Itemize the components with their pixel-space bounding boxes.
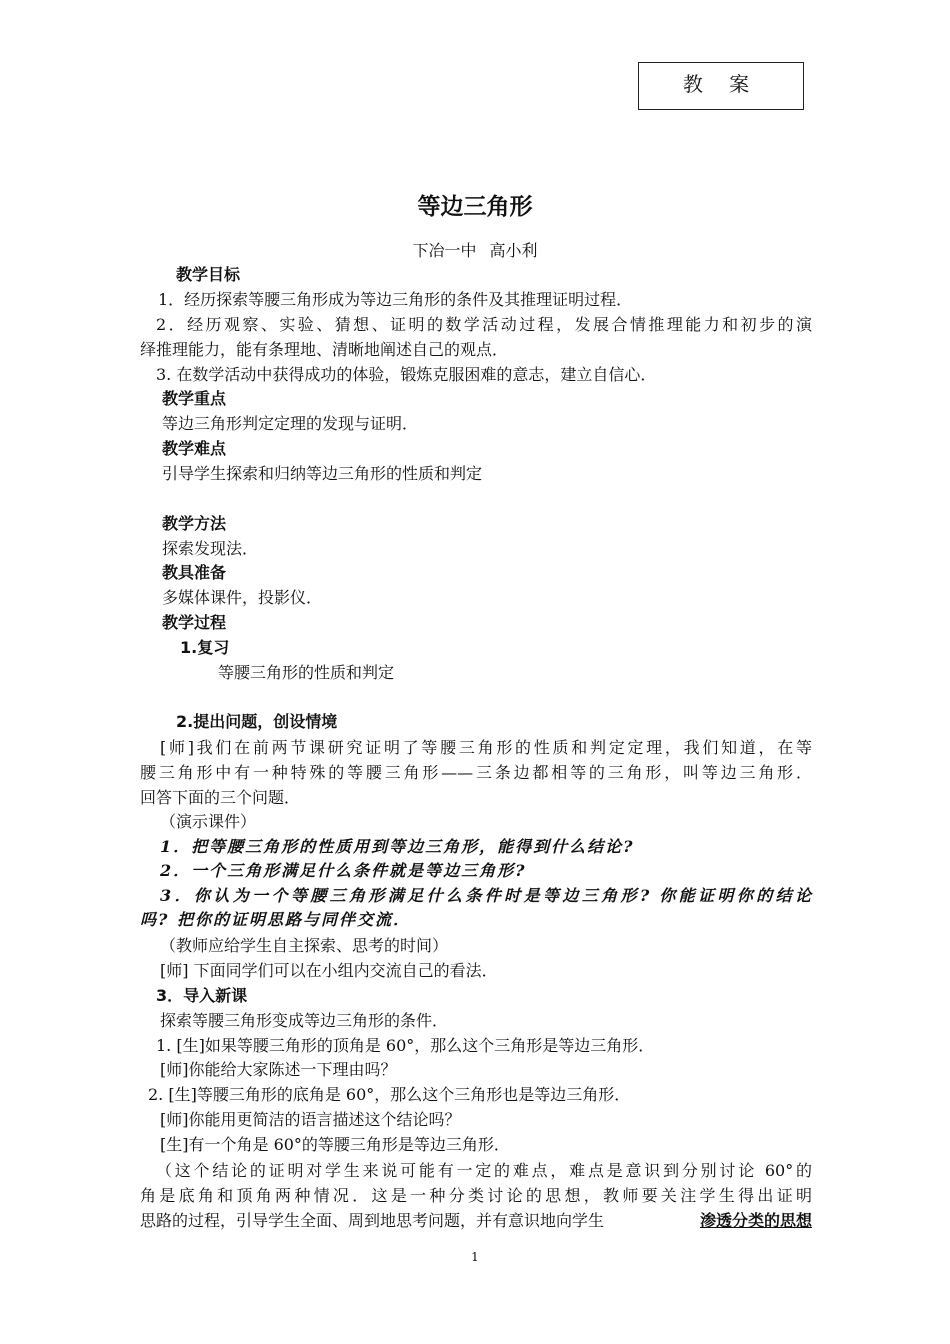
note-line-1: （这个结论的证明对学生来说可能有一定的难点，难点是意识到分别讨论 60°的	[156, 1161, 812, 1180]
document-title: 等边三角形	[417, 194, 533, 220]
teacher-intro-line-2: 腰三角形中有一种特殊的等腰三角形——三条边都相等的三角形，叫等边三角形．	[140, 763, 812, 782]
underlined-emphasis: 渗透分类的思想	[699, 1211, 812, 1230]
header-tag-box: 教 案	[638, 62, 804, 110]
question-1: 1．把等腰三角形的性质用到等边三角形，能得到什么结论?	[160, 837, 635, 856]
heading-key-points: 教学重点	[162, 389, 227, 408]
question-3-line-2: 吗? 把你的证明思路与同伴交流．	[140, 910, 411, 929]
heading-process: 教学过程	[162, 613, 227, 632]
heading-new-lesson: 3．导入新课	[156, 986, 248, 1005]
page-number: 1	[471, 1250, 479, 1264]
key-points-text: 等边三角形判定定理的发现与证明．	[162, 414, 419, 433]
objective-2-line-2: 绎推理能力，能有条理地、清晰地阐述自己的观点．	[140, 340, 509, 359]
heading-objectives: 教学目标	[176, 265, 241, 284]
student-conclusion: [生]有一个角是 60°的等腰三角形是等边三角形．	[160, 1135, 510, 1154]
teacher-question-2: [师]你能用更简洁的语言描述这个结论吗？	[160, 1110, 461, 1129]
teacher-intro-line-3: 回答下面的三个问题．	[140, 788, 301, 807]
objective-3: 3. 在数学活动中获得成功的体验，锻炼克服困难的意志，建立自信心．	[156, 365, 657, 384]
teaching-aids-text: 多媒体课件，投影仪．	[162, 588, 323, 607]
heading-methods: 教学方法	[162, 514, 227, 533]
student-answer-2: 2. [生]等腰三角形的底角是 60°，那么这个三角形也是等边三角形．	[148, 1085, 631, 1104]
note-line-3	[140, 1210, 812, 1232]
heading-teaching-aids: 教具准备	[162, 563, 227, 582]
note-line-2: 角是底角和顶角两种情况．这是一种分类讨论的思想，教师要关注学生得出证明	[140, 1186, 812, 1205]
objective-1: 1．经历探索等腰三角形成为等边三角形的条件及其推理证明过程．	[158, 290, 633, 309]
teacher-note: （教师应给学生自主探索、思考的时间）	[160, 936, 449, 955]
methods-text: 探索发现法．	[162, 539, 259, 558]
author-line: 下冶一中 高小利	[412, 241, 538, 260]
objective-2-line-1: 2．经历观察、实验、猜想、证明的数学活动过程，发展合情推理能力和初步的演	[156, 315, 812, 334]
heading-difficulties: 教学难点	[162, 439, 227, 458]
courseware-note: （演示课件）	[160, 812, 257, 831]
heading-questions: 2.提出问题，创设情境	[176, 712, 338, 731]
new-lesson-intro: 探索等腰三角形变成等边三角形的条件．	[160, 1011, 449, 1030]
student-answer-1: 1. [生]如果等腰三角形的顶角是 60°，那么这个三角形是等边三角形．	[156, 1036, 655, 1055]
question-2: 2．一个三角形满足什么条件就是等边三角形?	[160, 861, 527, 880]
teacher-group-talk: [师] 下面同学们可以在小组内交流自己的看法．	[160, 961, 498, 980]
teacher-question-1: [师]你能给大家陈述一下理由吗？	[160, 1060, 397, 1079]
difficulties-text: 引导学生探索和归纳等边三角形的性质和判定	[162, 464, 483, 483]
note-line-3-text: 思路的过程，引导学生全面、周到地思考问题，并有意识地向学生	[140, 1211, 605, 1230]
teacher-intro-line-1: [师]我们在前两节课研究证明了等腰三角形的性质和判定定理，我们知道，在等	[160, 738, 812, 757]
review-text: 等腰三角形的性质和判定	[218, 663, 395, 682]
heading-review: 1.复习	[180, 638, 230, 657]
question-3-line-1: 3．你认为一个等腰三角形满足什么条件时是等边三角形? 你能证明你的结论	[160, 886, 812, 905]
